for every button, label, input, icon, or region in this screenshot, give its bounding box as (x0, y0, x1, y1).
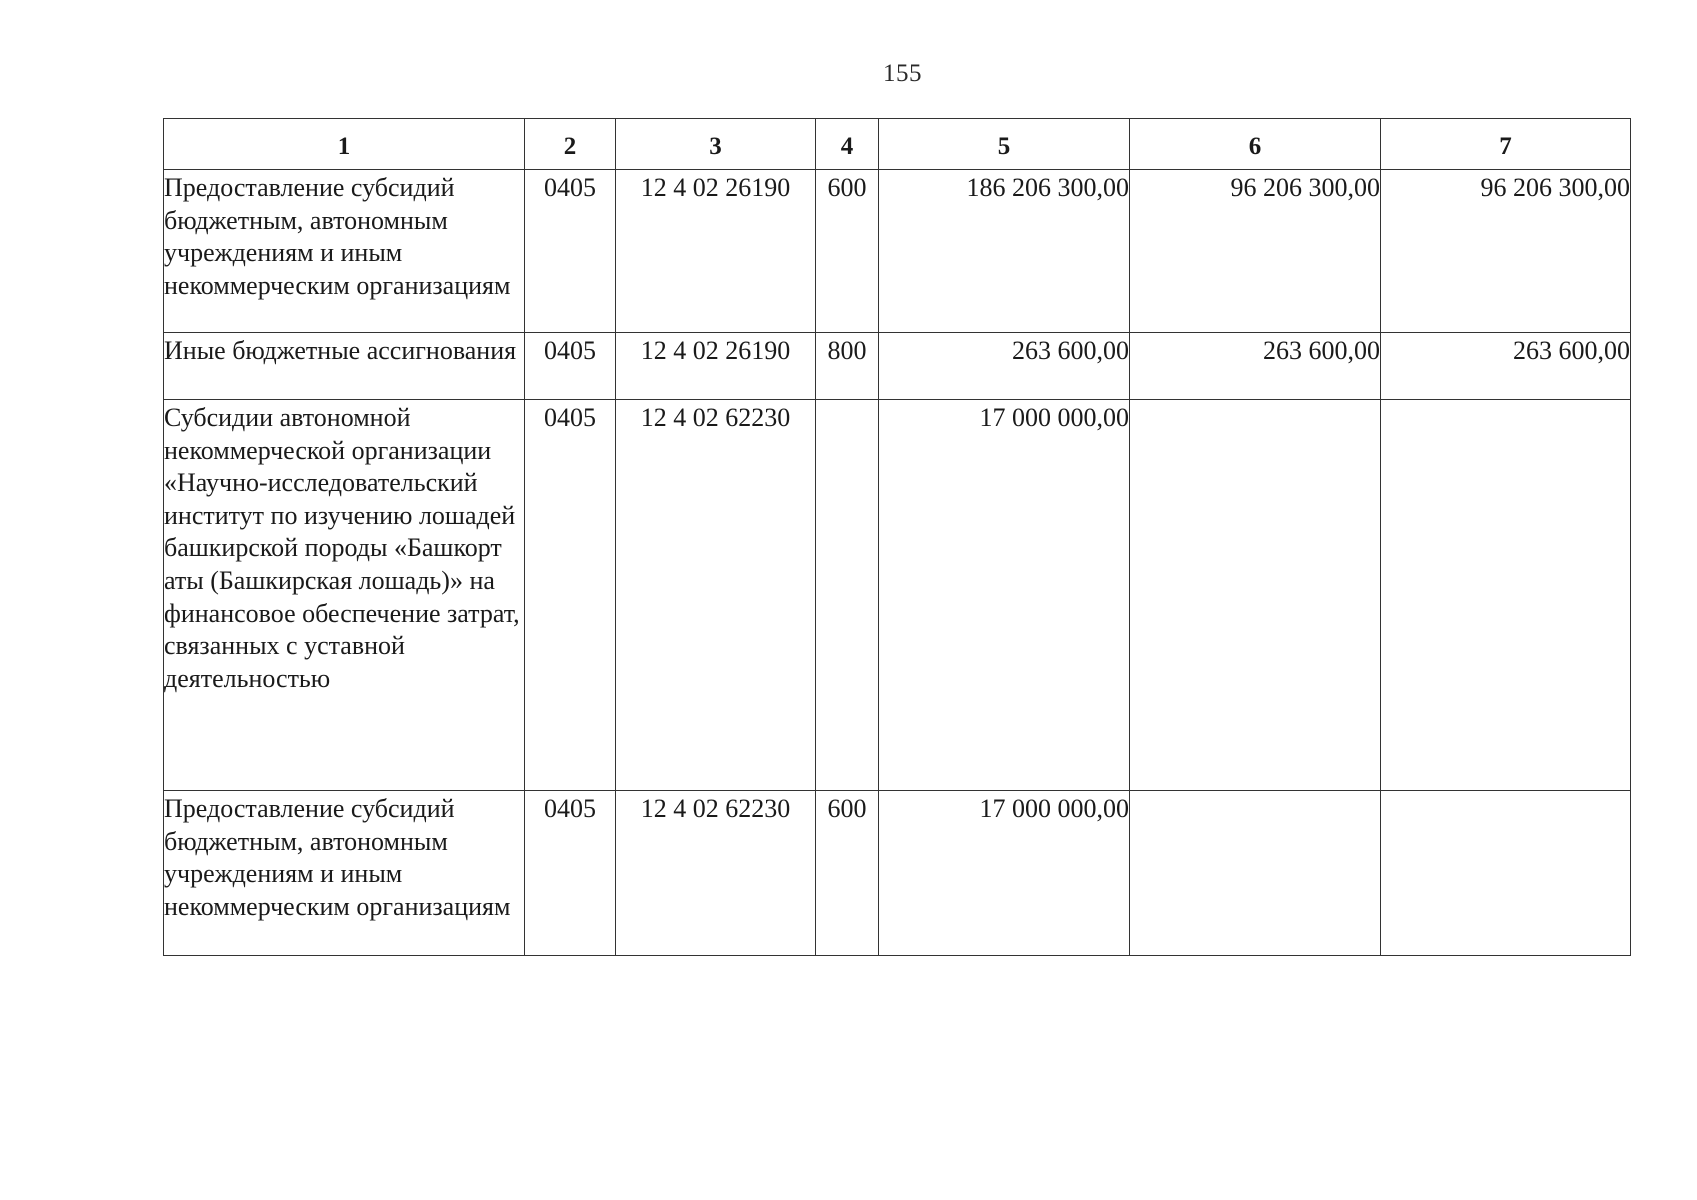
row-name-cell (164, 170, 525, 333)
row-name-cell (164, 400, 525, 791)
target-code-cell (616, 333, 816, 400)
section-cell (525, 170, 616, 333)
row-name-cell (164, 333, 525, 400)
section-cell (525, 333, 616, 400)
amount-col6 (1130, 400, 1380, 402)
amount-col5-cell (879, 791, 1130, 956)
amount-col5: 263 600,00 (1012, 336, 1129, 365)
target-code: 12 4 02 62230 (640, 403, 791, 432)
expense-type-cell (816, 400, 879, 791)
amount-col6 (1130, 791, 1380, 793)
amount-col6: 96 206 300,00 (1230, 173, 1380, 202)
amount-col7: 96 206 300,00 (1480, 173, 1630, 202)
amount-col7 (1381, 400, 1630, 402)
row-name: Субсидии автономной некоммерческой организации «Научно-исследовательский институт по изучению лошадей башкирской породы «Башкорт аты (Башкирская лошадь)» на финансовое обеспечение затрат, связанных с уставной деятельностью (164, 403, 520, 693)
section-cell (525, 400, 616, 791)
column-header-6: 6 (1130, 119, 1381, 170)
table-row (164, 333, 1631, 400)
amount-col6-cell (1130, 400, 1381, 791)
row-name: Предоставление субсидий бюджетным, автономным учреждениям и иным некоммерческим организациям (164, 794, 511, 921)
amount-col5: 186 206 300,00 (966, 173, 1129, 202)
amount-col6-cell (1130, 791, 1381, 956)
amount-col5-cell (879, 333, 1130, 400)
expense-type: 600 (827, 794, 867, 823)
section-code: 0405 (544, 794, 596, 823)
column-header-1: 1 (164, 119, 525, 170)
amount-col5-cell (879, 170, 1130, 333)
table-row (164, 400, 1631, 791)
section-code: 0405 (544, 336, 596, 365)
expense-type-cell (816, 170, 879, 333)
amount-col5: 17 000 000,00 (979, 794, 1129, 823)
amount-col5-cell (879, 400, 1130, 791)
amount-col6: 263 600,00 (1263, 336, 1380, 365)
table-row (164, 170, 1631, 333)
amount-col7-cell (1381, 170, 1631, 333)
row-name: Предоставление субсидий бюджетным, автономным учреждениям и иным некоммерческим организациям (164, 173, 511, 300)
amount-col7-cell (1381, 333, 1631, 400)
amount-col5: 17 000 000,00 (979, 403, 1129, 432)
amount-col7 (1381, 791, 1630, 793)
amount-col6-cell (1130, 333, 1381, 400)
target-code: 12 4 02 26190 (640, 336, 791, 365)
column-header-3: 3 (616, 119, 816, 170)
table-row (164, 791, 1631, 956)
amount-col6-cell (1130, 170, 1381, 333)
expense-type (816, 400, 878, 402)
table-header-row (164, 119, 1631, 170)
amount-col7-cell (1381, 400, 1631, 791)
target-code: 12 4 02 26190 (640, 173, 791, 202)
row-name: Иные бюджетные ассигнования (164, 336, 517, 365)
budget-table (163, 118, 1631, 956)
section-code: 0405 (544, 173, 596, 202)
expense-type-cell (816, 333, 879, 400)
row-name-cell (164, 791, 525, 956)
expense-type: 800 (827, 336, 867, 365)
column-header-5: 5 (879, 119, 1130, 170)
column-header-2: 2 (525, 119, 616, 170)
target-code-cell (616, 791, 816, 956)
column-header-7: 7 (1381, 119, 1631, 170)
section-code: 0405 (544, 403, 596, 432)
amount-col7-cell (1381, 791, 1631, 956)
expense-type: 600 (827, 173, 867, 202)
section-cell (525, 791, 616, 956)
expense-type-cell (816, 791, 879, 956)
target-code-cell (616, 170, 816, 333)
amount-col7: 263 600,00 (1513, 336, 1630, 365)
page-number: 155 (883, 60, 922, 87)
column-header-4: 4 (816, 119, 879, 170)
target-code: 12 4 02 62230 (640, 794, 791, 823)
target-code-cell (616, 400, 816, 791)
